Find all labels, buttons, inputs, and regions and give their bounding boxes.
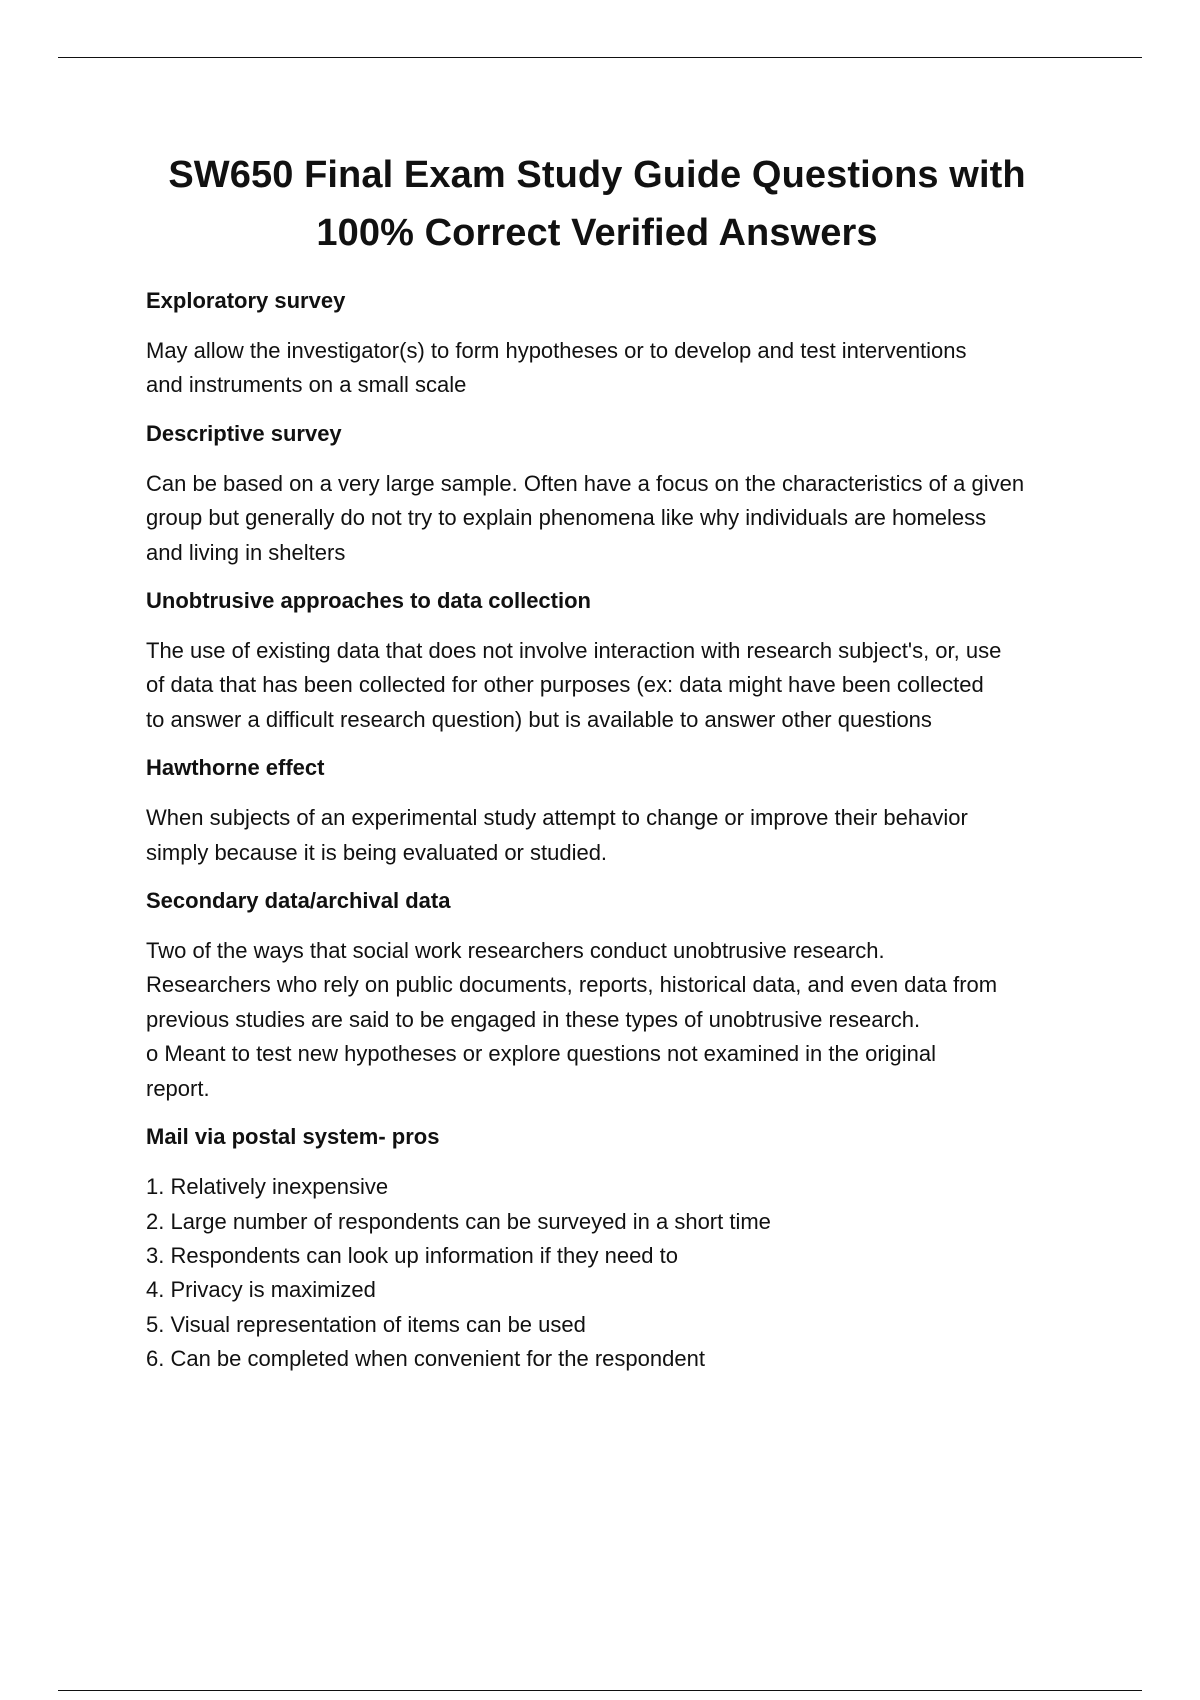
term: Descriptive survey	[146, 420, 342, 446]
qa-entry-secondary-data	[146, 884, 1096, 1106]
qa-entry-exploratory-survey	[146, 284, 1096, 403]
definition: Can be based on a very large sample. Often have a focus on the characteristics of a given group but generally do not try to explain phenomena like why individuals are homeless and living in shelters	[146, 470, 1025, 565]
qa-entry-hawthorne-effect	[146, 751, 1096, 870]
qa-list	[146, 284, 1096, 1377]
header-rule	[58, 57, 1142, 58]
definition: May allow the investigator(s) to form hypotheses or to develop and test interventions and instruments on a small scale	[146, 338, 967, 398]
definition: The use of existing data that does not involve interaction with research subject's, or, use of data that has been collected for other purposes (ex: data might have been collected to answer a difficult research question) but is available to answer other questions	[146, 638, 1002, 732]
term: Hawthorne effect	[146, 755, 325, 781]
term: Secondary data/archival data	[146, 888, 451, 914]
qa-entry-mail-postal-pros	[146, 1120, 1096, 1376]
term: Unobtrusive approaches to data collection	[146, 588, 591, 614]
title-line-2: 100% Correct Verified Answers	[316, 212, 878, 254]
definition: When subjects of an experimental study attempt to change or improve their behavior simply because it is being evaluated or studied.	[146, 805, 968, 865]
page-title	[122, 146, 1072, 262]
title-line-1: SW650 Final Exam Study Guide Questions with	[168, 154, 1026, 196]
qa-entry-descriptive-survey	[146, 417, 1096, 570]
qa-entry-unobtrusive-approaches	[146, 584, 1096, 737]
definition-list: 1. Relatively inexpensive 2. Large number of respondents can be surveyed in a short time 3. Respondents can look up information if they need to 4. Privacy is maximized 5. Visual representation of items can be used 6. Can be completed when convenient for the respondent	[146, 1174, 771, 1372]
definition: Two of the ways that social work researchers conduct unobtrusive research. Researchers who rely on public documents, reports, historical data, and even data from previous studies are said to be engaged in these types of unobtrusive research. o Meant to test new hypotheses or explore questions not examined in the original report.	[146, 938, 998, 1101]
footer-rule	[58, 1690, 1142, 1691]
term: Exploratory survey	[146, 288, 346, 313]
document-body	[146, 146, 1096, 1391]
term: Mail via postal system- pros	[146, 1124, 440, 1150]
